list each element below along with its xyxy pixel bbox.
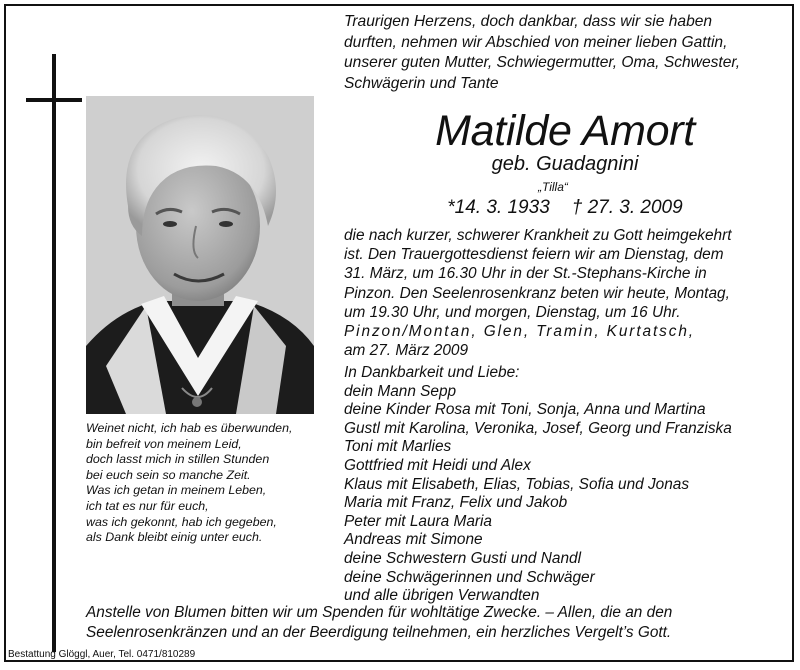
death-date: † 27. 3. 2009 bbox=[571, 197, 683, 218]
family-line: deine Kinder Rosa mit Toni, Sonja, Anna und Martina bbox=[344, 401, 706, 419]
family-line: Gustl mit Karolina, Veronika, Josef, Georg und Franziska bbox=[344, 419, 732, 437]
closing-text bbox=[86, 603, 786, 643]
family-line: Gottfried mit Heidi und Alex bbox=[344, 456, 531, 474]
life-dates bbox=[330, 197, 800, 219]
poem-line: Weinet nicht, ich hab es überwunden, bbox=[86, 421, 293, 435]
family-line: Toni mit Marlies bbox=[344, 438, 452, 456]
announcement-line: Pinzon. Den Seelenrosenkranz beten wir heute, Montag, bbox=[344, 284, 730, 302]
intro-text bbox=[344, 12, 782, 94]
poem-line: Was ich getan in meinem Leben, bbox=[86, 483, 267, 498]
nickname: „Tilla“ bbox=[538, 180, 568, 194]
cross-icon bbox=[52, 54, 56, 652]
funeral-home-credit: Bestattung Glöggl, Auer, Tel. 0471/810289 bbox=[8, 649, 196, 660]
portrait-photo bbox=[86, 96, 314, 414]
poem-line: bei euch sein so manche Zeit. bbox=[86, 467, 251, 482]
family-line: In Dankbarkeit und Liebe: bbox=[344, 364, 520, 381]
birth-date: *14. 3. 1933 bbox=[447, 197, 550, 218]
cross-icon-bar bbox=[26, 98, 82, 102]
place-line: Pinzon/Montan, Glen, Tramin, Kurtatsch, bbox=[344, 323, 695, 341]
poem-line: doch lasst mich in stillen Stunden bbox=[86, 452, 270, 467]
announcement-text bbox=[344, 226, 782, 360]
poem-line: als Dank bleibt einig unter euch. bbox=[86, 530, 263, 545]
poem-line: was ich gekonnt, hab ich gegeben, bbox=[86, 514, 277, 529]
poem bbox=[86, 421, 326, 546]
intro-line: unserer guten Mutter, Schwiegermutter, Oma, Schwester, bbox=[344, 54, 741, 72]
portrait-illustration bbox=[86, 96, 314, 414]
date-line: am 27. März 2009 bbox=[344, 342, 469, 360]
closing-line: Anstelle von Blumen bitten wir um Spenden für wohltätige Zwecke. – Allen, die an den bbox=[86, 604, 673, 621]
announcement-line: die nach kurzer, schwerer Krankheit zu Gott heimgekehrt bbox=[344, 227, 732, 244]
family-line: Klaus mit Elisabeth, Elias, Tobias, Sofia und Jonas bbox=[344, 475, 690, 493]
intro-line: Traurigen Herzens, doch dankbar, dass wir sie haben bbox=[344, 13, 713, 30]
family-list bbox=[344, 364, 782, 606]
announcement-line: 31. März, um 16.30 Uhr in der St.-Stephans-Kirche in bbox=[344, 265, 707, 283]
family-line: Maria mit Franz, Felix und Jakob bbox=[344, 494, 568, 512]
family-line: und alle übrigen Verwandten bbox=[344, 587, 540, 605]
announcement-line: ist. Den Trauergottesdienst feiern wir am Dienstag, dem bbox=[344, 246, 724, 264]
family-line: Andreas mit Simone bbox=[344, 531, 483, 549]
family-line: deine Schwestern Gusti und Nandl bbox=[344, 549, 581, 567]
intro-line: Schwägerin und Tante bbox=[344, 74, 499, 92]
intro-line: durften, nehmen wir Abschied von meiner lieben Gattin, bbox=[344, 33, 728, 51]
family-line: Peter mit Laura Maria bbox=[344, 512, 492, 530]
poem-line: bin befreit von meinem Leid, bbox=[86, 436, 242, 451]
poem-line: ich tat es nur für euch, bbox=[86, 498, 209, 513]
deceased-name: Matilde Amort bbox=[435, 107, 695, 155]
closing-line: Seelenrosenkränzen und an der Beerdigung teilnehmen, ein herzliches Vergelt’s Gott. bbox=[86, 624, 672, 641]
birth-name: geb. Guadagnini bbox=[491, 153, 639, 175]
family-line: deine Schwägerinnen und Schwäger bbox=[344, 568, 595, 586]
family-line: dein Mann Sepp bbox=[344, 382, 457, 400]
announcement-line: um 19.30 Uhr, und morgen, Dienstag, um 16 Uhr. bbox=[344, 303, 681, 321]
